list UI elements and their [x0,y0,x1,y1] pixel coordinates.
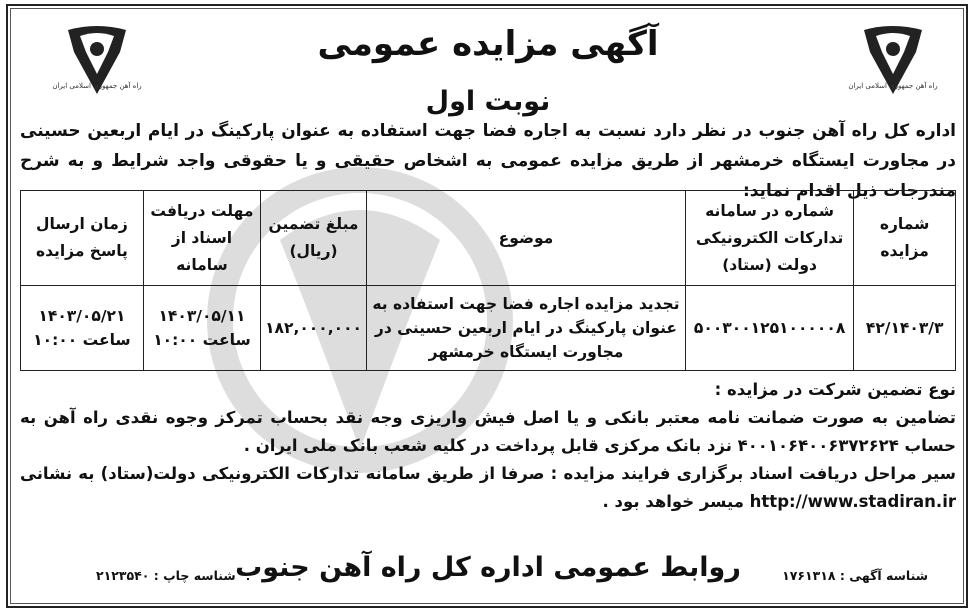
body-section [20,376,956,516]
doc-deadline-date: ۱۴۰۳/۰۵/۱۱ [158,307,246,325]
cell-auction-no: ۴۲/۱۴۰۳/۳ [854,286,956,371]
header-setad-no: شماره در سامانه تدارکات الکترونیکی دولت (ستاد) [685,191,853,286]
process-text-1: سیر مراحل دریافت اسناد برگزاری فرایند مزایده : صرفا از طریق سامانه تدارکات الکترونیکی دولت(ستاد) به نشانی [20,464,956,483]
footer-public-relations: روابط عمومی اداره کل راه آهن جنوب [235,552,741,583]
ad-id: شناسه آگهی : ۱۷۶۱۳۱۸ [782,568,928,583]
header-auction-no: شماره مزایده [854,191,956,286]
response-date: ۱۴۰۳/۰۵/۲۱ [38,307,126,325]
logo-caption: راه آهن جمهوری اسلامی ایران [52,82,142,90]
page-title: آگهی مزایده عمومی [317,24,659,64]
guarantee-heading: نوع تضمین شرکت در مزایده : [714,380,956,399]
page-subtitle: نوبت اول [425,86,551,117]
table-row [21,286,956,371]
cell-setad-no: ۵۰۰۳۰۰۱۲۵۱۰۰۰۰۰۸ [685,286,853,371]
cell-doc-deadline [143,286,260,371]
header-doc-deadline: مهلت دریافت اسناد از سامانه [143,191,260,286]
header-guarantee: مبلغ تضمین (ریال) [261,191,367,286]
auction-table [20,190,956,371]
doc-deadline-time: ساعت ۱۰:۰۰ [153,331,251,349]
cell-subject: تجدید مزایده اجاره فضا جهت استفاده به عنوان پارکینگ در ایام اربعین حسینی در مجاورت ایستگاه خرمشهر [367,286,686,371]
header-response-time: زمان ارسال پاسخ مزایده [21,191,144,286]
header-subject: موضوع [367,191,686,286]
response-time: ساعت ۱۰:۰۰ [33,331,131,349]
process-text-2: میسر خواهد بود . [602,492,744,511]
logo-caption: راه آهن جمهوری اسلامی ایران [848,82,938,90]
table-header-row [21,191,956,286]
footer [20,552,956,592]
print-id: شناسه چاپ : ۲۱۲۳۵۴۰ [96,568,236,583]
intro-paragraph: اداره کل راه آهن جنوب در نظر دارد نسبت به اجاره فضا جهت استفاده به عنوان پارکینگ در ایام اربعین حسینی در مجاورت ایستگاه خرمشهر از طریق مزایده عمومی به اشخاص حقیقی و یا حقوقی واجد شرایط و به شرح مندرجات ذیل اقدام نماید: [20,121,956,201]
process-text [20,460,956,516]
cell-guarantee: ۱۸۲,۰۰۰,۰۰۰ [261,286,367,371]
guarantee-text: تضامین به صورت ضمانت نامه معتبر بانکی و یا اصل فیش واریزی وجه نقد بحساب تمرکز وجوه نقدی راه آهن به حساب ۴۰۰۱۰۶۴۰۰۶۳۷۲۶۲۴ نزد بانک مرکزی قابل پرداخت در کلیه شعب بانک ملی ایران . [20,408,956,455]
cell-response-time [21,286,144,371]
setad-url-link[interactable]: http://www.stadiran.ir [749,492,956,511]
